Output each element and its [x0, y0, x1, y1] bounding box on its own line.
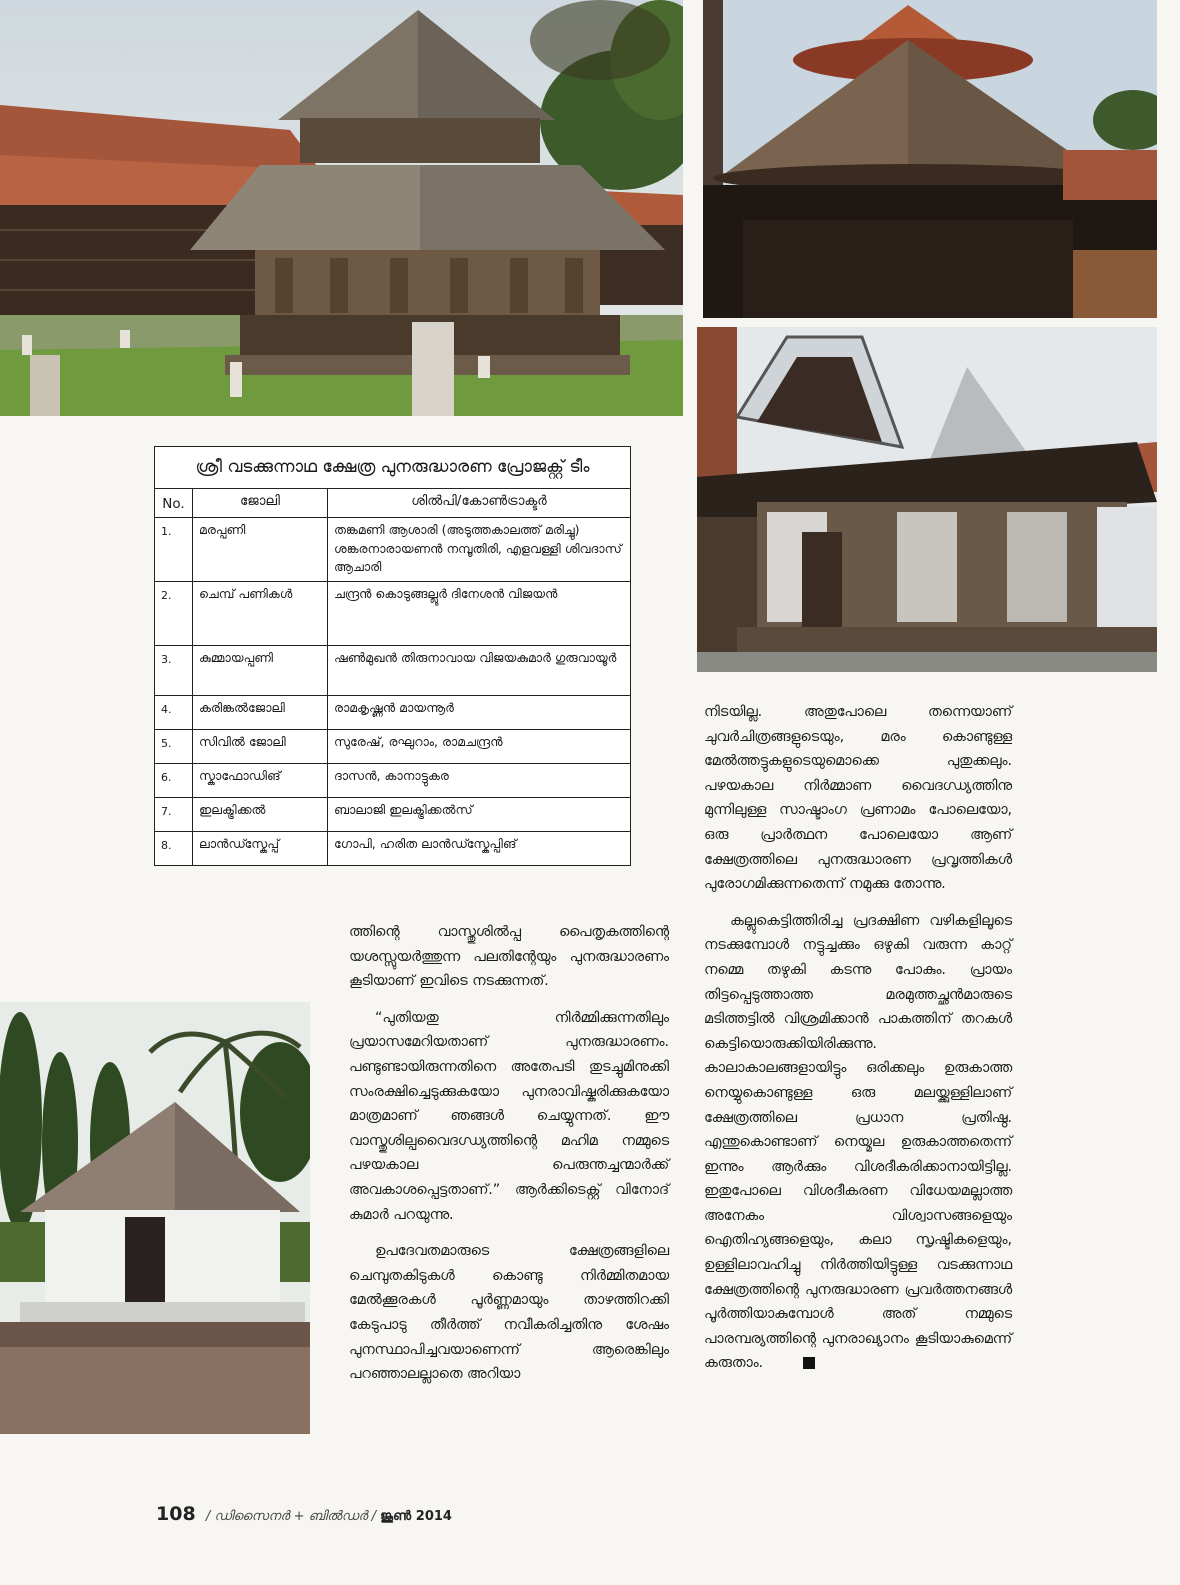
article-paragraph-text: കല്ലുകെട്ടിത്തിരിച്ച പ്രദക്ഷിണ വഴികളിലൂടെ നടക്കുമ്പോൾ നട്ടുച്ചക്കും ഒഴുകി വരുന്ന കാറ്റ് നമ്മെ തഴുകി കടന്നു പോകും. പ്രായം തിട്ടപ്പെടുത്താത്ത മരമുത്തച്ഛൻമാരുടെ മടിത്തട്ടിൽ വിശ്രമിക്കാൻ പാകത്തിന് തറകൾ കെട്ടിയൊരുക്കിയിരിക്കുന്നു. കാലാകാലങ്ങളായിട്ടും ഒരിക്കലും ഉരുകാത്ത നെയ്യുകൊണ്ടുള്ള ഒരു മലയ്ക്കുള്ളിലാണ് ക്ഷേത്രത്തിലെ പ്രധാന പ്രതിഷ്ഠ. എന്തുകൊണ്ടാണ് നെയ്മല ഉരുകാത്തതെന്ന് ഇന്നും ആർക്കും വിശദീകരിക്കാനായിട്ടില്ല. ഇതുപോലെ വിശദീകരണ വിധേയമല്ലാത്ത അനേകം വിശ്വാസങ്ങളെയും ഐതിഹ്യങ്ങളെയും, കലാ സൃഷ്ടികളെയും, ഉള്ളിലാവഹിച്ചു നിർത്തിയിട്ടുള്ള വടക്കുന്നാഥ ക്ഷേത്രത്തിന്റെ പുനരുദ്ധാരണ പ്രവർത്തനങ്ങൾ പൂർത്തിയാകുമ്പോൾ അത് നമ്മുടെ പാരമ്പര്യത്തിന്റെ പുനരാഖ്യാനം കൂടിയാകുമെന്ന് കരുതാം. [704, 912, 1012, 1372]
header-contractor: ശിൽപി/കോൺട്രാക്ടർ [328, 488, 631, 518]
end-of-article-icon [803, 1357, 815, 1369]
row-contractor: ചന്ദ്രൻ കൊടുങ്ങല്ലൂർ ദിനേശൻ വിജയൻ [328, 582, 631, 646]
table-title: ശ്രീ വടക്കുന്നാഥ ക്ഷേത്ര പുനരുദ്ധാരണ പ്രോജക്റ്റ് ടീം [155, 447, 631, 489]
magazine-name: ഡിസൈനർ + ബിൽഡർ [214, 1509, 368, 1524]
row-job: മരപ്പണി [193, 518, 328, 582]
table-row [155, 646, 631, 696]
article-paragraph: നിടയില്ല. അതുപോലെ തന്നെയാണ് ചുവർചിത്രങ്ങളുടെയും, മരം കൊണ്ടുള്ള മേൽത്തട്ടുകളുടെയുമൊക്കെ പുതുക്കലും. പഴയകാല നിർമ്മാണ വൈദഗ്ധ്യത്തിനു മുന്നിലുള്ള സാഷ്ടാംഗ പ്രണാമം പോലെയോ, ഒരു പ്രാർത്ഥന പോലെയോ ആണ് ക്ഷേത്രത്തിലെ പുനരുദ്ധാരണ പ്രവൃത്തികൾ പുരോഗമിക്കുന്നതെന്ന് നമുക്കു തോന്നു. [704, 704, 1012, 893]
header-job: ജോലി [193, 488, 328, 518]
row-job: സ്കാഫോഡിങ് [193, 764, 328, 798]
row-job: സിവിൽ ജോലി [193, 730, 328, 764]
page-footer [156, 1503, 452, 1525]
row-contractor: തങ്കമണി ആശാരി (അടുത്തകാലത്ത് മരിച്ചു) ശങ്കരനാരായണൻ നമ്പൂതിരി, എളവള്ളി ശിവദാസ് ആചാരി [328, 518, 631, 582]
temple-small-shrine-photo [0, 1002, 310, 1434]
row-contractor: സുരേഷ്, രഘുറാം, രാമചന്ദ്രൻ [328, 730, 631, 764]
row-no: 4. [155, 696, 193, 730]
row-contractor: ഗോപി, ഹരിത ലാൻഡ്സ്കേപ്പിങ് [328, 832, 631, 866]
article-paragraph: ഉപദേവതമാരുടെ ക്ഷേത്രങ്ങളിലെ ചെമ്പുതകിടുകൾ കൊണ്ടു നിർമ്മിതമായ മേൽക്കൂരകൾ പൂർണ്ണമായും താഴത്തിറക്കി കേടുപാടു തീർത്ത് നവീകരിച്ചതിനു ശേഷം പുനസ്ഥാപിച്ചവയാണെന്ന് ആരെങ്കിലും പറഞ്ഞാലല്ലാതെ അറിയാ [349, 1243, 669, 1383]
row-no: 7. [155, 798, 193, 832]
row-contractor: രാമകൃഷ്ണൻ മായന്നൂർ [328, 696, 631, 730]
article-paragraph: ത്തിന്റെ വാസ്തുശിൽപ്പ പൈതൃകത്തിന്റെ യശസ്സുയർത്തുന്ന പലതിന്റേയും പുനരുദ്ധാരണം കൂടിയാണ് ഇവിടെ നടക്കുന്നത്. [349, 924, 669, 990]
article-paragraph [704, 909, 1012, 1376]
temple-conical-roof-photo [703, 0, 1157, 318]
footer-separator: / [205, 1509, 211, 1524]
header-no: No. [155, 488, 193, 518]
row-job: ലാൻഡ്സ്കേപ്പ് [193, 832, 328, 866]
page-number: 108 [156, 1503, 196, 1525]
row-job: കരിങ്കൽജോലി [193, 696, 328, 730]
row-no: 8. [155, 832, 193, 866]
table-row [155, 730, 631, 764]
row-contractor: ദാസൻ, കാനാട്ടുകര [328, 764, 631, 798]
table-row [155, 518, 631, 582]
article-paragraph: “പുതിയതു നിർമ്മിക്കുന്നതിലും പ്രയാസമേറിയതാണ് പുനരുദ്ധാരണം. പണ്ടുണ്ടായിരുന്നതിനെ അതേപടി തുടച്ചുമിനുക്കി സംരക്ഷിച്ചെടുക്കുകയോ പുനരാവിഷ്കരിക്കുകയോ മാത്രമാണ് ഞങ്ങൾ ചെയ്യുന്നത്. ഈ വാസ്തുശില്പവൈദഗ്ധ്യത്തിന്റെ മഹിമ നമ്മുടെ പഴയകാല പെരുന്തച്ചന്മാർക്ക് അവകാശപ്പെട്ടതാണ്.” ആർക്കിടെക്റ്റ് വിനോദ് കുമാർ പറയുന്നു. [349, 1009, 669, 1223]
row-job: കുമ്മായപ്പണി [193, 646, 328, 696]
row-no: 3. [155, 646, 193, 696]
row-job: ഇലക്ട്രിക്കൽ [193, 798, 328, 832]
temple-main-shrine-photo [0, 0, 683, 416]
temple-gabled-shrine-photo [697, 327, 1157, 672]
issue-date: ജൂൺ 2014 [380, 1509, 452, 1524]
row-no: 1. [155, 518, 193, 582]
table-row [155, 832, 631, 866]
table-row [155, 696, 631, 730]
table-row [155, 798, 631, 832]
article-column-right [704, 700, 1012, 1388]
table-row [155, 764, 631, 798]
row-no: 5. [155, 730, 193, 764]
row-contractor: ബാലാജി ഇലക്ട്രിക്കൽസ് [328, 798, 631, 832]
project-team-table [154, 446, 631, 866]
footer-separator: / [371, 1509, 377, 1524]
row-job: ചെമ്പ് പണികൾ [193, 582, 328, 646]
row-no: 2. [155, 582, 193, 646]
table-row [155, 582, 631, 646]
article-column-center [349, 920, 669, 1399]
row-contractor: ഷൺമുഖൻ തിരുനാവായ വിജയകുമാർ ഗുരുവായൂർ [328, 646, 631, 696]
row-no: 6. [155, 764, 193, 798]
